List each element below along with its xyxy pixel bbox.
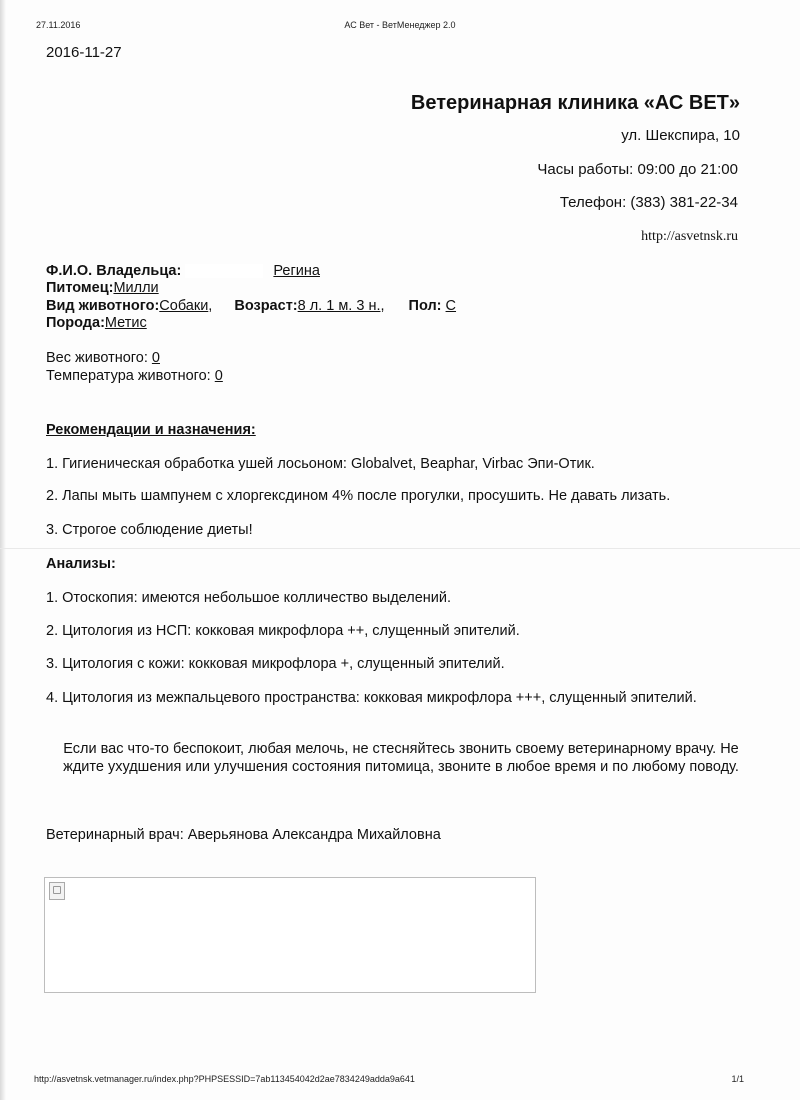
analysis-item-2: 2. Цитология из НСП: кокковая микрофлора ++, слущенный эпителий. xyxy=(46,623,520,639)
owner-label: Ф.И.О. Владельца: xyxy=(46,263,182,279)
breed-row xyxy=(46,315,147,331)
scan-edge-shadow xyxy=(0,0,6,1100)
species-label: Вид животного: xyxy=(46,298,160,314)
analyses-heading: Анализы: xyxy=(46,556,116,572)
owner-row xyxy=(46,263,320,279)
species-row xyxy=(46,298,456,314)
doctor-signature-line: Ветеринарный врач: Аверьянова Александра Михайловна xyxy=(46,827,441,843)
age-label: Возраст: xyxy=(234,298,298,314)
weight-row xyxy=(46,350,160,366)
print-date: 27.11.2016 xyxy=(36,20,81,30)
recommendations-heading: Рекомендации и назначения: xyxy=(46,422,256,438)
recommendation-item-3: 3. Строгое соблюдение диеты! xyxy=(46,522,253,538)
clinic-name: Ветеринарная клиника «АС ВЕТ» xyxy=(410,92,740,114)
breed-label: Порода: xyxy=(46,315,105,331)
age-link[interactable]: 8 л. 1 м. 3 н. xyxy=(297,298,381,314)
recommendation-item-2: 2. Лапы мыть шампунем с хлоргексдином 4% после прогулки, просушить. Не давать лизать. xyxy=(46,488,671,504)
age-separator: , xyxy=(380,298,385,314)
paper-fold-line xyxy=(0,548,800,549)
species-separator: , xyxy=(208,298,213,314)
breed-link[interactable]: Метис xyxy=(104,315,147,331)
recommendation-item-1: 1. Гигиеническая обработка ушей лосьоном: Globalvet, Beaphar, Virbac Эпи-Отик. xyxy=(46,456,595,472)
sex-link[interactable]: С xyxy=(445,298,457,314)
sex-label: Пол: xyxy=(408,298,442,314)
species-link[interactable]: Собаки xyxy=(159,298,209,314)
clinic-hours: Часы работы: 09:00 до 21:00 xyxy=(537,161,738,178)
redacted-owner-surname xyxy=(185,264,263,278)
clinic-address: ул. Шекспира, 10 xyxy=(621,127,740,144)
analysis-item-1: 1. Отоскопия: имеются небольшое колличество выделений. xyxy=(46,590,452,606)
temperature-row xyxy=(46,368,223,384)
pet-name-link[interactable]: Милли xyxy=(113,280,159,296)
temperature-link[interactable]: 0 xyxy=(214,368,223,384)
owner-name-link[interactable]: Регина xyxy=(273,263,320,279)
print-footer-url: http://asvetnsk.vetmanager.ru/index.php?PHPSESSID=7ab113454042d2ae7834249adda9a641 xyxy=(34,1074,415,1084)
analysis-item-4: 4. Цитология из межпальцевого пространства: кокковая микрофлора +++, слущенный эпителий. xyxy=(46,690,697,706)
weight-label: Вес животного: xyxy=(46,350,152,366)
broken-image-placeholder xyxy=(44,877,536,993)
broken-image-icon xyxy=(49,882,65,900)
weight-link[interactable]: 0 xyxy=(151,350,160,366)
pet-row xyxy=(46,280,159,296)
pet-label: Питомец: xyxy=(46,280,114,296)
temperature-label: Температура животного: xyxy=(46,368,215,384)
closing-note: Если вас что-то беспокоит, любая мелочь, не стесняйтесь звонить своему ветеринарному врачу. Не ждите ухудшения или улучшения состояния питомица, звоните в любое время и по любому поводу. xyxy=(63,741,739,775)
analysis-item-3: 3. Цитология с кожи: кокковая микрофлора +, слущенный эпителий. xyxy=(46,656,505,672)
clinic-phone: Телефон: (383) 381-22-34 xyxy=(559,194,738,211)
clinic-website: http://asvetnsk.ru xyxy=(641,229,738,244)
print-footer-page: 1/1 xyxy=(731,1074,744,1084)
print-title: АС Вет - ВетМенеджер 2.0 xyxy=(344,20,456,30)
document-date: 2016-11-27 xyxy=(46,44,122,61)
